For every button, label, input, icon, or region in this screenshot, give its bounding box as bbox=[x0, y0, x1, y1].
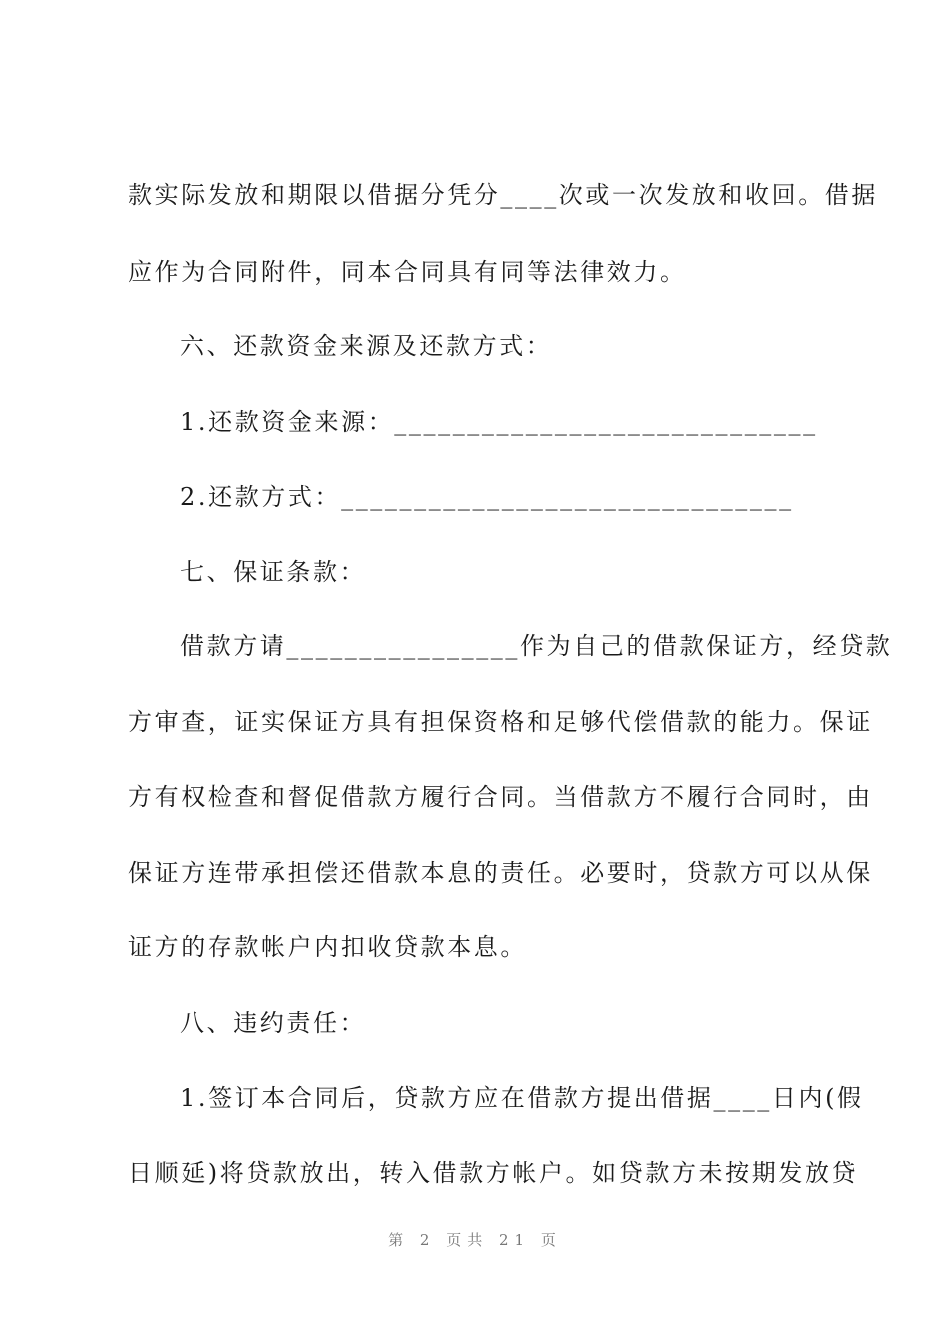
text-line: 保证方连带承担偿还借款本息的责任。必要时，贷款方可以从保 bbox=[128, 859, 873, 887]
text-line: 日顺延)将贷款放出，转入借款方帐户。如贷款方未按期发放贷 bbox=[128, 1159, 859, 1187]
text-line: 应作为合同附件，同本合同具有同等法律效力。 bbox=[128, 258, 687, 286]
text-line: 款实际发放和期限以借据分凭分____次或一次发放和收回。借据 bbox=[128, 181, 878, 209]
text-line: 2.还款方式：_______________________________ bbox=[180, 483, 794, 511]
text-line: 借款方请________________作为自己的借款保证方，经贷款 bbox=[180, 632, 893, 660]
section-heading: 八、违约责任： bbox=[180, 1009, 367, 1037]
page-number-footer: 第 2 页共 21 页 bbox=[388, 1231, 562, 1249]
section-heading: 七、保证条款： bbox=[180, 558, 367, 586]
text-line: 证方的存款帐户内扣收贷款本息。 bbox=[128, 933, 527, 961]
text-line: 1.还款资金来源：_____________________________ bbox=[180, 408, 818, 436]
text-line: 方审查，证实保证方具有担保资格和足够代偿借款的能力。保证 bbox=[128, 708, 873, 736]
text-line: 1.签订本合同后，贷款方应在借款方提出借据____日内(假 bbox=[180, 1084, 864, 1112]
text-line: 方有权检查和督促借款方履行合同。当借款方不履行合同时，由 bbox=[128, 783, 873, 811]
section-heading: 六、还款资金来源及还款方式： bbox=[180, 332, 553, 360]
